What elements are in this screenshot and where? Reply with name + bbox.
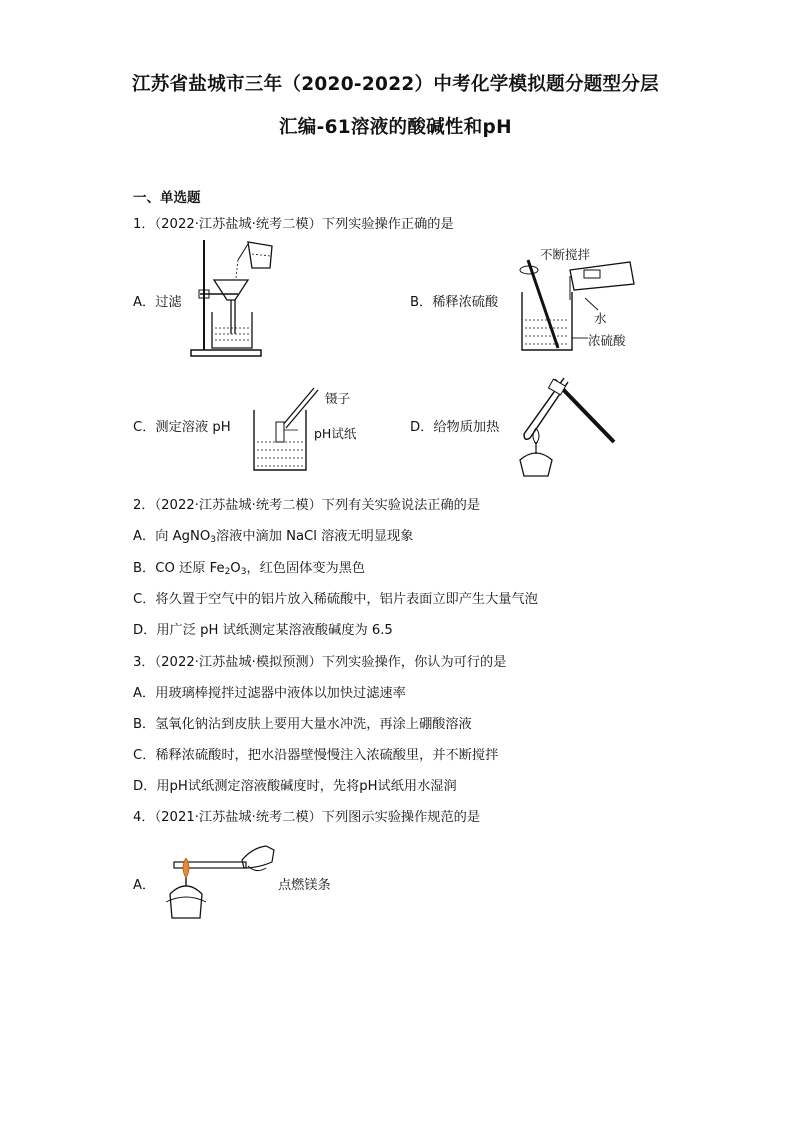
q1-stem: 1．（2022·江苏盐城·统考二模）下列实验操作正确的是 <box>133 217 454 232</box>
ignite-magnesium-figure <box>156 836 276 924</box>
q2-option-d: D．用广泛 pH 试纸测定某溶液酸碱度为 6.5 <box>133 623 393 638</box>
page-title-line2: 汇编-61溶液的酸碱性和pH <box>279 117 512 138</box>
q1-option-d: D．给物质加热 <box>410 420 500 435</box>
heating-figure <box>506 370 622 482</box>
q1-option-b: B．稀释浓硫酸 <box>410 295 499 310</box>
q4-stem: 4．（2021·江苏盐城·统考二模）下列图示实验操作规范的是 <box>133 810 481 825</box>
q3-option-d: D．用pH试纸测定溶液酸碱度时，先将pH试纸用水湿润 <box>133 779 457 794</box>
q1-option-a: A．过滤 <box>133 295 182 310</box>
section-heading: 一、单选题 <box>133 190 201 206</box>
q2-stem: 2．（2022·江苏盐城·统考二模）下列有关实验说法正确的是 <box>133 498 481 513</box>
q3-option-a: A．用玻璃棒搅拌过滤器中液体以加快过滤速率 <box>133 686 406 701</box>
q2-a-text-2: 溶液中滴加 NaCl 溶液无明显现象 <box>215 529 414 544</box>
page-title-line1: 江苏省盐城市三年（2020-2022）中考化学模拟题分题型分层 <box>132 74 659 95</box>
label-stir: 不断搅拌 <box>540 247 591 262</box>
label-tweezers: 镊子 <box>325 391 351 406</box>
q2-option-c: C．将久置于空气中的铝片放入稀硫酸中，铝片表面立即产生大量气泡 <box>133 592 538 607</box>
q4-a-caption: 点燃镁条 <box>278 878 331 893</box>
q2-b-text-3: ，红色固体变为黑色 <box>246 561 366 576</box>
label-water: 水 <box>594 311 607 326</box>
q2-b-text-2: O <box>230 561 241 576</box>
q3-option-c: C．稀释浓硫酸时，把水沿器壁慢慢注入浓硫酸里，并不断搅拌 <box>133 748 499 763</box>
q2-b-subscript-1: 2 <box>224 567 231 577</box>
label-conc-acid: 浓硫酸 <box>588 333 626 348</box>
q2-option-a <box>133 525 413 545</box>
q2-a-text-1: A．向 AgNO <box>133 529 211 544</box>
q2-b-text-1: B．CO 还原 Fe <box>133 561 225 576</box>
q3-stem: 3．（2022·江苏盐城·模拟预测）下列实验操作，你认为可行的是 <box>133 655 507 670</box>
q2-option-b <box>133 557 365 577</box>
q2-b-subscript-2: 3 <box>240 567 247 577</box>
q4-option-a: A． <box>133 878 156 893</box>
filtration-figure <box>186 236 286 360</box>
q3-option-b: B．氢氧化钠沾到皮肤上要用大量水冲洗，再涂上硼酸溶液 <box>133 717 472 732</box>
q1-option-c: C．测定溶液 pH <box>133 420 231 435</box>
q2-a-subscript: 3 <box>210 535 216 545</box>
label-ph-paper: pH试纸 <box>314 426 357 441</box>
